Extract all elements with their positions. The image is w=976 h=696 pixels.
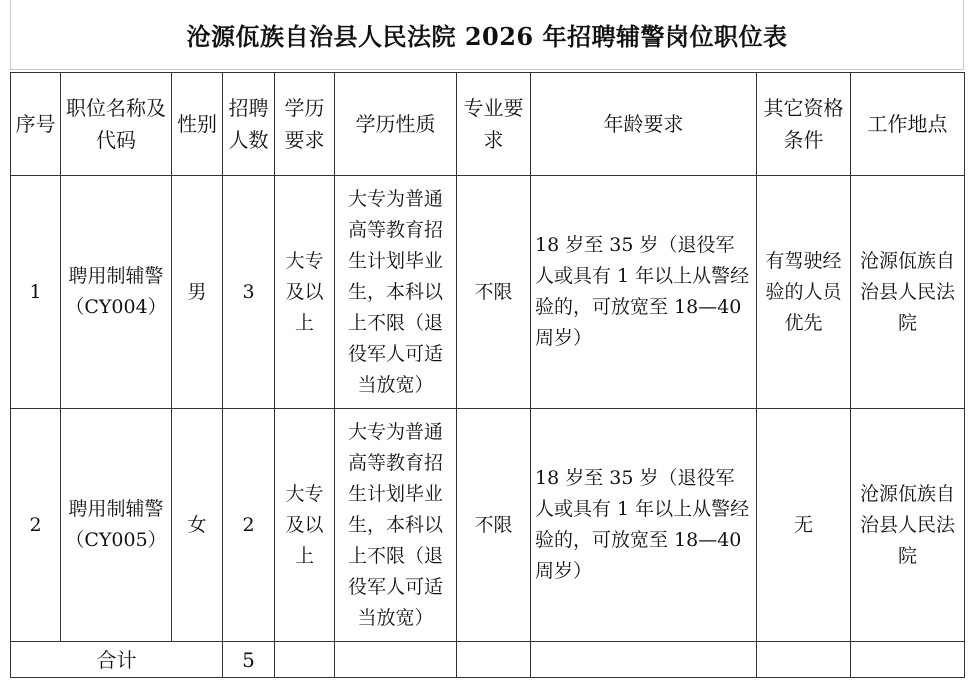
- total-empty-cell: [335, 642, 457, 678]
- table-title: 沧源佤族自治县人民法院 2026 年招聘辅警岗位职位表: [10, 0, 964, 70]
- cell-other: 无: [757, 409, 851, 642]
- table-row: [11, 176, 965, 409]
- total-row: [11, 642, 965, 678]
- cell-age: 18 岁至 35 岁（退役军人或具有 1 年以上从警经验的，可放宽至 18—40 周岁）: [531, 176, 757, 409]
- total-count: 5: [223, 642, 275, 678]
- cell-major: 不限: [457, 176, 531, 409]
- cell-other: 有驾驶经验的人员优先: [757, 176, 851, 409]
- header-cell-major: 专业要求: [457, 73, 531, 176]
- header-cell-gender: 性别: [172, 73, 223, 176]
- header-cell-education: 学历要求: [275, 73, 335, 176]
- header-cell-no: 序号: [11, 73, 61, 176]
- cell-location: 沧源佤族自治县人民法院: [851, 409, 965, 642]
- cell-major: 不限: [457, 409, 531, 642]
- job-positions-table: [10, 72, 965, 678]
- cell-position: 聘用制辅警（CY005）: [61, 409, 172, 642]
- cell-no: 1: [11, 176, 61, 409]
- cell-education-nature: 大专为普通高等教育招生计划毕业生，本科以上不限（退役军人可适当放宽）: [335, 176, 457, 409]
- cell-count: 2: [223, 409, 275, 642]
- cell-gender: 女: [172, 409, 223, 642]
- cell-no: 2: [11, 409, 61, 642]
- cell-gender: 男: [172, 176, 223, 409]
- header-cell-education-nature: 学历性质: [335, 73, 457, 176]
- cell-education: 大专及以上: [275, 409, 335, 642]
- total-empty-cell: [275, 642, 335, 678]
- cell-position: 聘用制辅警（CY004）: [61, 176, 172, 409]
- table-row: [11, 409, 965, 642]
- cell-location: 沧源佤族自治县人民法院: [851, 176, 965, 409]
- cell-age: 18 岁至 35 岁（退役军人或具有 1 年以上从警经验的，可放宽至 18—40 周岁）: [531, 409, 757, 642]
- header-cell-position: 职位名称及代码: [61, 73, 172, 176]
- header-cell-count: 招聘人数: [223, 73, 275, 176]
- total-empty-cell: [457, 642, 531, 678]
- header-row: [11, 73, 965, 176]
- total-empty-cell: [851, 642, 965, 678]
- header-cell-location: 工作地点: [851, 73, 965, 176]
- header-cell-age: 年龄要求: [531, 73, 757, 176]
- cell-education-nature: 大专为普通高等教育招生计划毕业生，本科以上不限（退役军人可适当放宽）: [335, 409, 457, 642]
- cell-count: 3: [223, 176, 275, 409]
- total-label: 合计: [11, 642, 223, 678]
- header-cell-other: 其它资格条件: [757, 73, 851, 176]
- cell-education: 大专及以上: [275, 176, 335, 409]
- total-empty-cell: [757, 642, 851, 678]
- total-empty-cell: [531, 642, 757, 678]
